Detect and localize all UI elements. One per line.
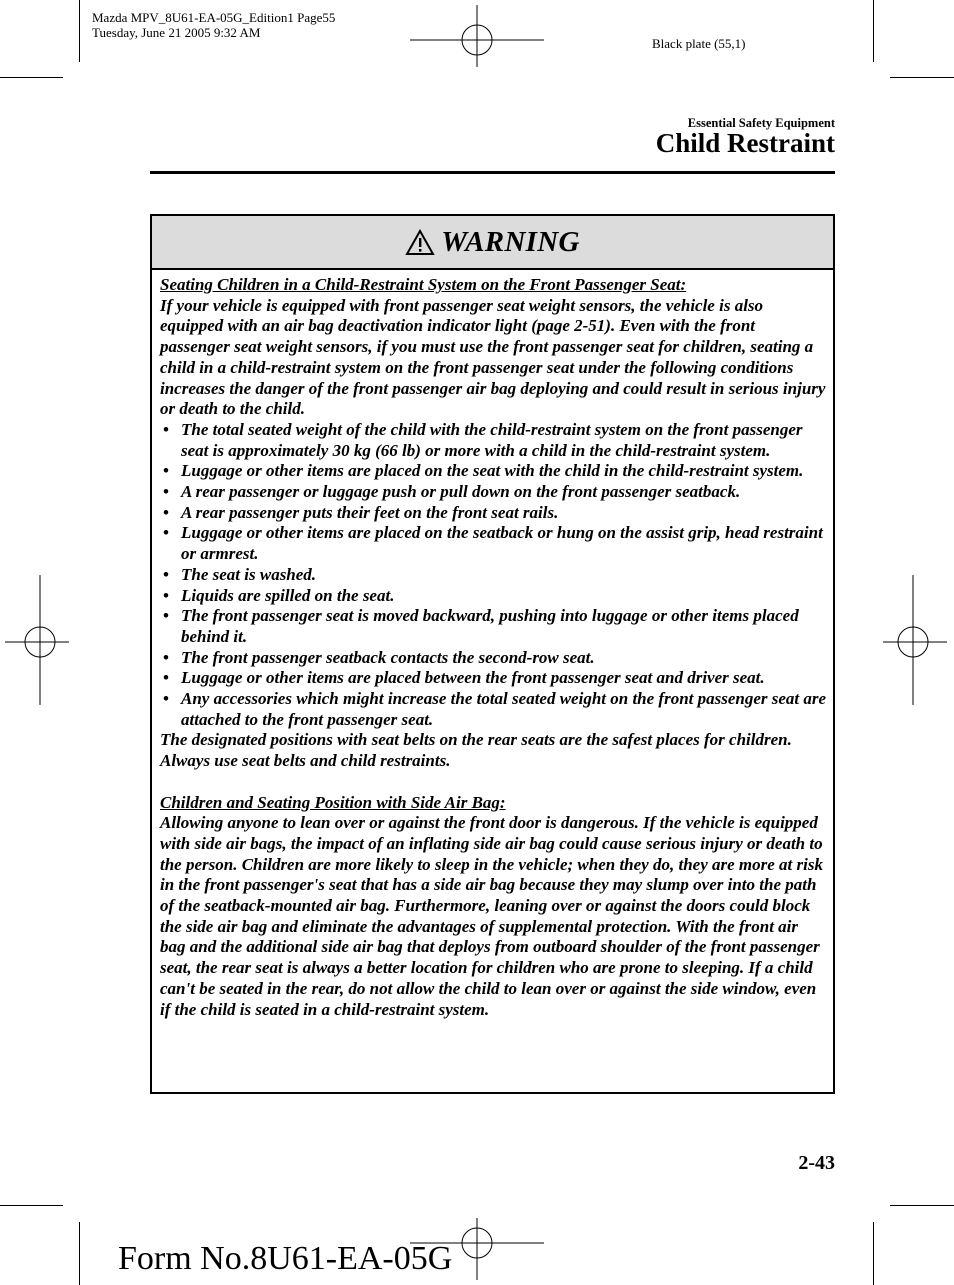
- bullet-icon: •: [163, 564, 169, 584]
- warning-triangle-icon: [405, 229, 435, 256]
- bullet-icon: •: [163, 585, 169, 605]
- list-item: [160, 565, 827, 586]
- list-item: [160, 606, 827, 647]
- list-item: [160, 648, 827, 669]
- list-item-text: Liquids are spilled on the seat.: [181, 585, 395, 605]
- list-item-text: Any accessories which might increase the total seated weight on the front passenger seat are attached to the front passenger seat.: [181, 689, 827, 729]
- list-item-text: A rear passenger puts their feet on the front seat rails.: [181, 502, 559, 522]
- bullet-icon: •: [163, 606, 169, 626]
- bullet-icon: •: [163, 523, 169, 543]
- section1-intro: If your vehicle is equipped with front passenger seat weight sensors, the vehicle is also equipped with an air bag deactivation indicator light (page 2-51). Even with the front passenger seat weight sensors, if you must use the front passenger seat for children, seating a child in a child-restraint system on the front passenger seat under the following conditions increases the danger of the front passenger air bag deploying and could result in serious injury or death to the child.: [160, 295, 826, 419]
- list-item-text: Luggage or other items are placed on the seatback or hung on the assist grip, head restraint or armrest.: [181, 523, 823, 564]
- section1-heading: Seating Children in a Child-Restraint System on the Front Passenger Seat:: [160, 275, 687, 294]
- registration-mark-icon: [5, 575, 69, 705]
- warning-title: WARNING: [441, 225, 580, 258]
- section2-heading: Children and Seating Position with Side Air Bag:: [160, 792, 506, 812]
- section-label: Essential Safety Equipment: [687, 116, 835, 130]
- bullet-icon: •: [163, 689, 169, 709]
- registration-mark-icon: [883, 575, 947, 705]
- page-number: 2-43: [798, 1152, 835, 1174]
- section2-body: Allowing anyone to lean over or against the front door is dangerous. If the vehicle is equipped with side air bags, the impact of an inflating side air bag could cause serious injury or death to the person. Children are more likely to sleep in the vehicle; when they do, they are more at risk in the front passenger's seat that has a side air bag because they may slump over into the path of the seatback-mounted air bag. Furthermore, leaning over or against the doors could block the side air bag and eliminate the advantages of supplemental protection. With the front air bag and the additional side air bag that deploys from outboard shoulder of the front passenger seat, the rear seat is always a better location for children who are prone to sleeping. If a child can't be seated in the rear, do not allow the child to lean over or against the side window, even if the child is seated in a child-restraint system.: [160, 813, 823, 1019]
- bullet-icon: •: [163, 461, 169, 481]
- warning-box: [150, 214, 835, 1094]
- warning-header: [152, 216, 833, 270]
- list-item: [160, 523, 827, 564]
- title-rule: [150, 171, 835, 174]
- list-item-text: The front passenger seat is moved backward, pushing into luggage or other items placed behind it.: [181, 606, 799, 646]
- list-item-text: The front passenger seatback contacts the second-row seat.: [181, 647, 595, 667]
- list-item: [160, 420, 827, 461]
- print-metadata: [92, 10, 335, 40]
- bullet-icon: •: [163, 668, 169, 688]
- registration-mark-icon: [410, 5, 544, 67]
- list-item-text: Luggage or other items are placed on the seat with the child in the child-restraint system.: [181, 461, 804, 481]
- page-title: Child Restraint: [655, 128, 835, 158]
- list-item: [160, 689, 827, 730]
- list-item: [160, 586, 827, 607]
- print-date-line: Tuesday, June 21 2005 9:32 AM: [92, 25, 261, 40]
- form-number: Form No.8U61-EA-05G: [118, 1240, 453, 1277]
- list-item-text: The total seated weight of the child with the child-restraint system on the front passenger seat is approximately 30 kg (66 lb) or more with a child in the child-restraint system.: [181, 419, 803, 460]
- list-item-text: Luggage or other items are placed between the front passenger seat and driver seat.: [181, 668, 765, 688]
- bullet-icon: •: [163, 419, 169, 439]
- list-item: [160, 482, 827, 503]
- section1-closing: The designated positions with seat belts on the rear seats are the safest places for children. Always use seat belts and child restraints.: [160, 730, 792, 771]
- bullet-icon: •: [163, 482, 169, 502]
- bullet-icon: •: [163, 647, 169, 667]
- warning-body: [152, 270, 833, 1020]
- list-item: [160, 668, 827, 689]
- list-item: [160, 503, 827, 524]
- condition-list: [160, 420, 827, 731]
- plate-label: Black plate (55,1): [652, 36, 746, 51]
- list-item-text: The seat is washed.: [181, 564, 317, 584]
- list-item: [160, 461, 827, 482]
- list-item-text: A rear passenger or luggage push or pull down on the front passenger seatback.: [181, 482, 741, 502]
- bullet-icon: •: [163, 502, 169, 522]
- print-file-line: Mazda MPV_8U61-EA-05G_Edition1 Page55: [92, 10, 336, 25]
